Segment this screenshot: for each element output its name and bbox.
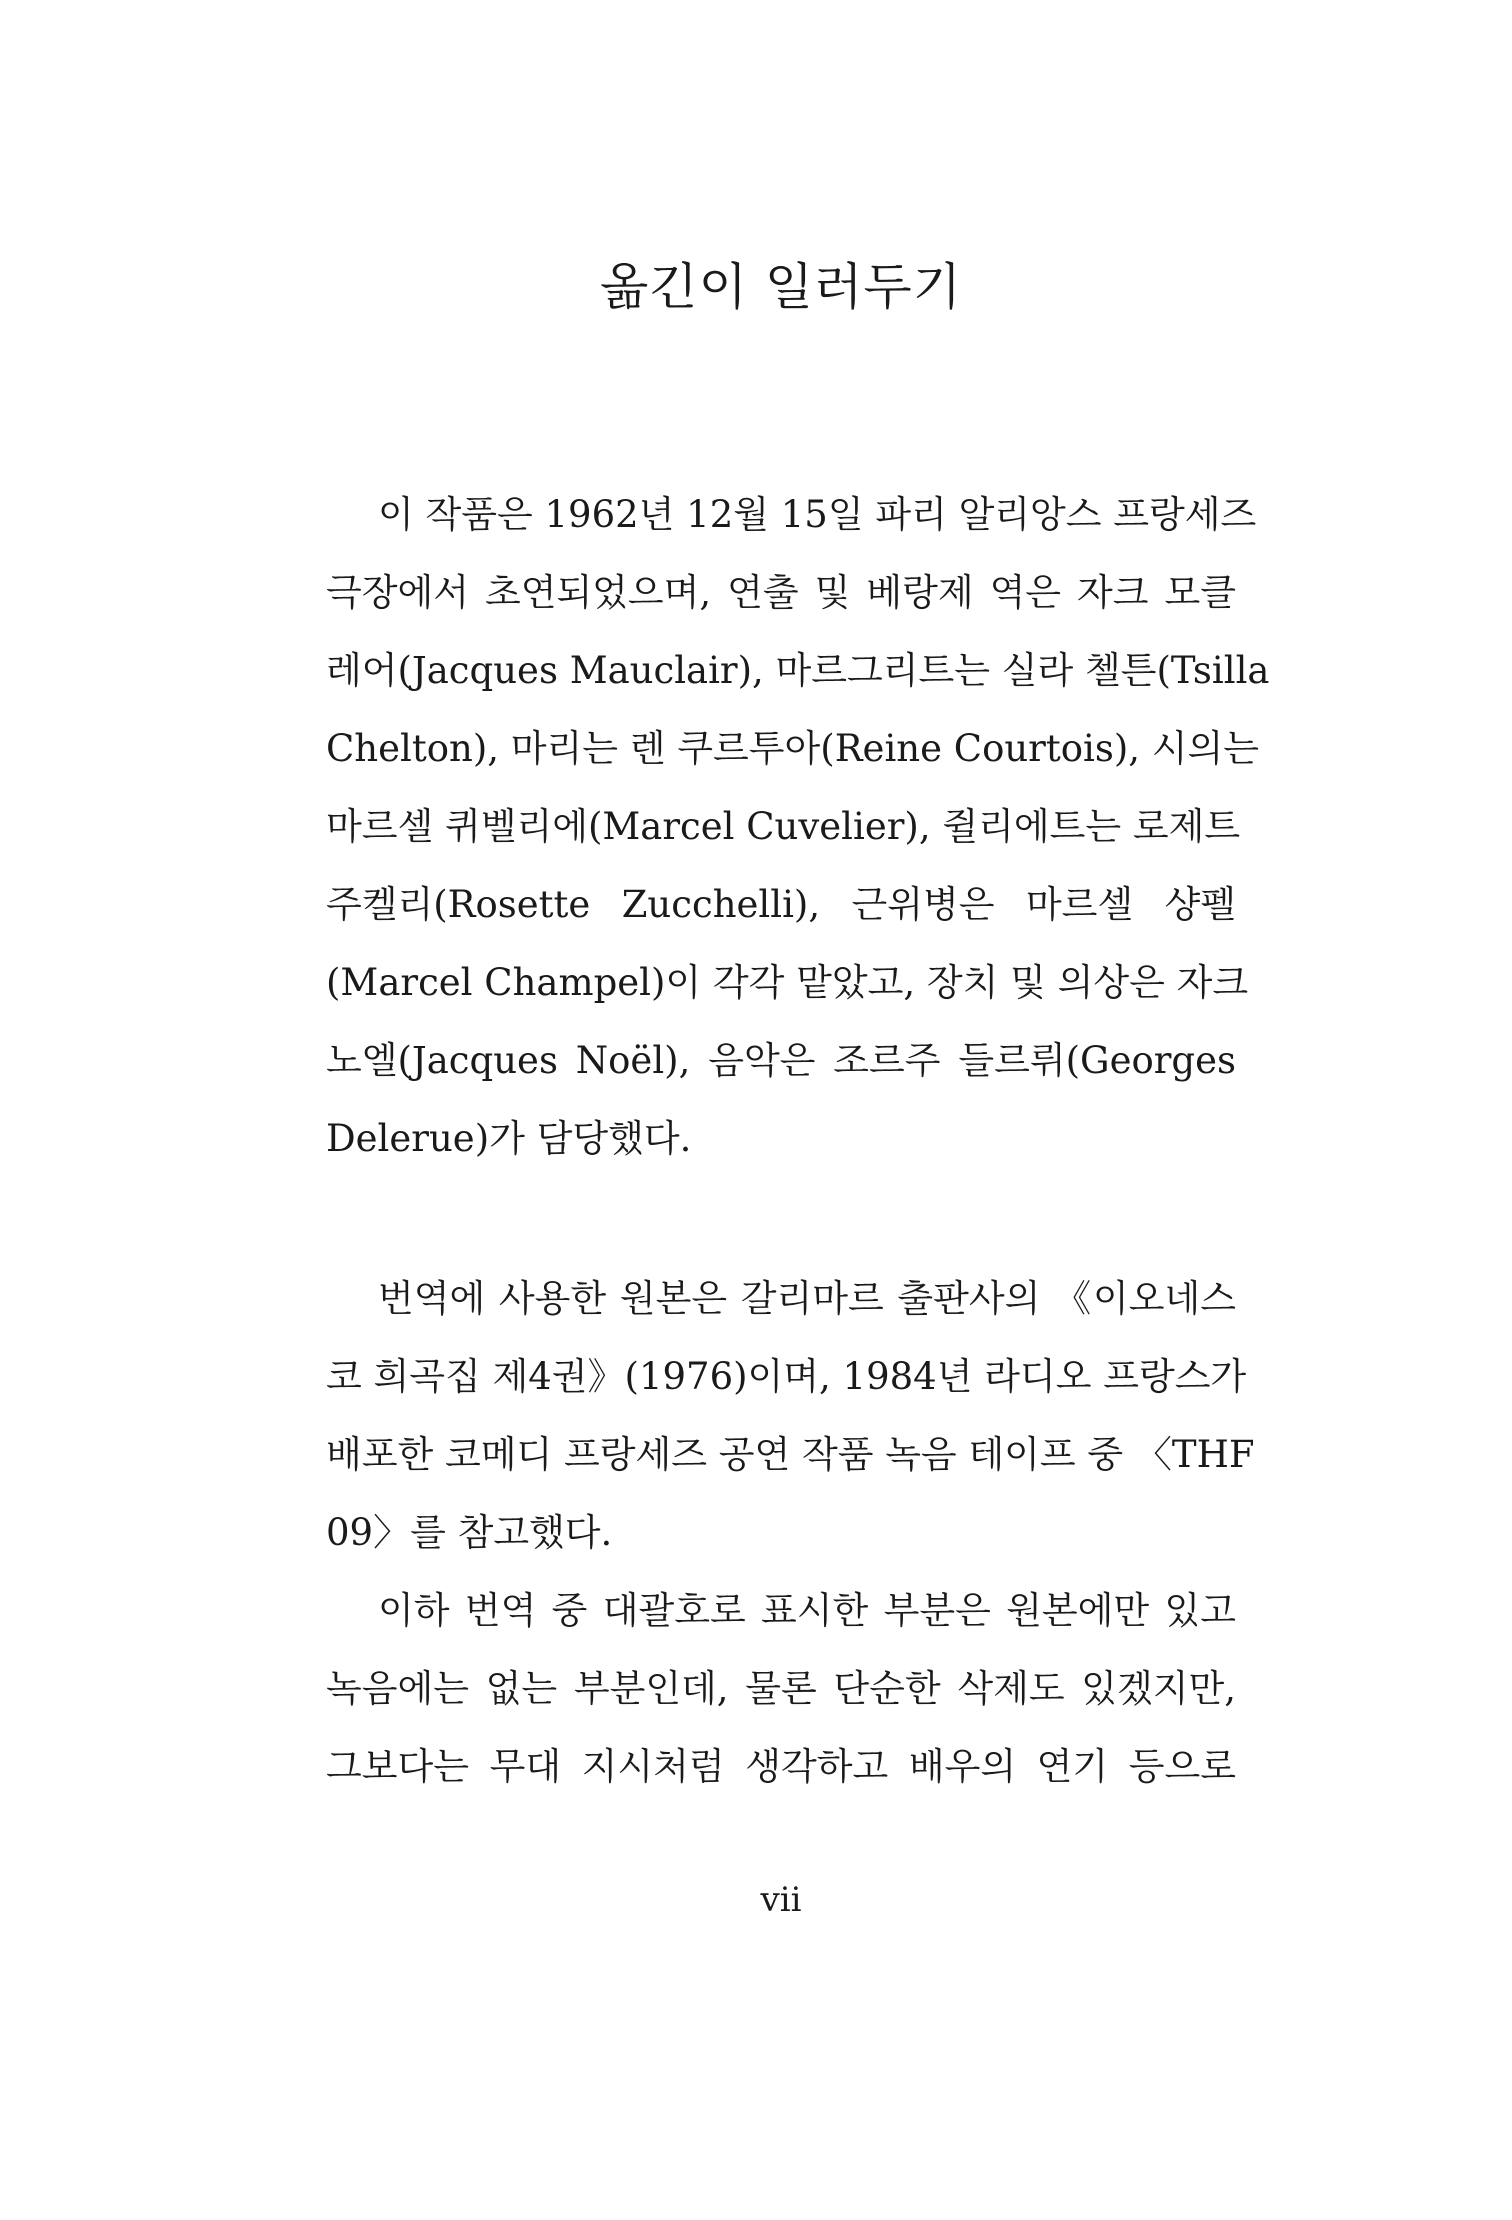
page-number: vii: [760, 1880, 802, 1920]
text-line: 마르셀 퀴벨리에(Marcel Cuvelier), 쥘리에트는 로제트: [326, 805, 1241, 848]
text-line: 이 작품은 1962년 12월 15일 파리 알리앙스 프랑세즈: [378, 493, 1257, 536]
text-line: 코 희곡집 제4권》(1976)이며, 1984년 라디오 프랑스가: [326, 1355, 1247, 1398]
text-line: 녹음에는 없는 부분인데, 물론 단순한 삭제도 있겠지만,: [326, 1667, 1236, 1710]
text-line: 배포한 코메디 프랑세즈 공연 작품 녹음 테이프 중 〈THF: [326, 1433, 1255, 1476]
page-body: [326, 476, 1270, 1806]
text-line: 그보다는 무대 지시처럼 생각하고 배우의 연기 등으로: [326, 1745, 1236, 1788]
paragraph-brackets-note: [326, 1572, 1236, 1806]
text-line: (Marcel Champel)이 각각 맡았고, 장치 및 의상은 자크: [326, 961, 1249, 1004]
text-line: 번역에 사용한 원본은 갈리마르 출판사의 《이오네스: [378, 1277, 1236, 1320]
text-line: Delerue)가 담당했다.: [326, 1117, 692, 1160]
paragraph-spacer: [326, 1178, 1236, 1260]
text-line: Chelton), 마리는 렌 쿠르투아(Reine Courtois), 시의는: [326, 727, 1260, 770]
text-line: 극장에서 초연되었으며, 연출 및 베랑제 역은 자크 모클: [326, 571, 1236, 614]
text-line: 주켈리(Rosette Zucchelli), 근위병은 마르셀 샹펠: [326, 883, 1236, 926]
text-line: 이하 번역 중 대괄호로 표시한 부분은 원본에만 있고: [378, 1589, 1236, 1632]
paragraph-source-text: [326, 1260, 1255, 1572]
page-title: 옮긴이 일러두기: [600, 258, 962, 316]
text-line: 레어(Jacques Mauclair), 마르그리트는 실라 첼튼(Tsilla: [326, 649, 1270, 692]
text-line: 09〉를 참고했다.: [326, 1511, 613, 1554]
text-line: 노엘(Jacques Noël), 음악은 조르주 들르뤼(Georges: [326, 1039, 1236, 1082]
paragraph-premiere: [326, 476, 1270, 1178]
